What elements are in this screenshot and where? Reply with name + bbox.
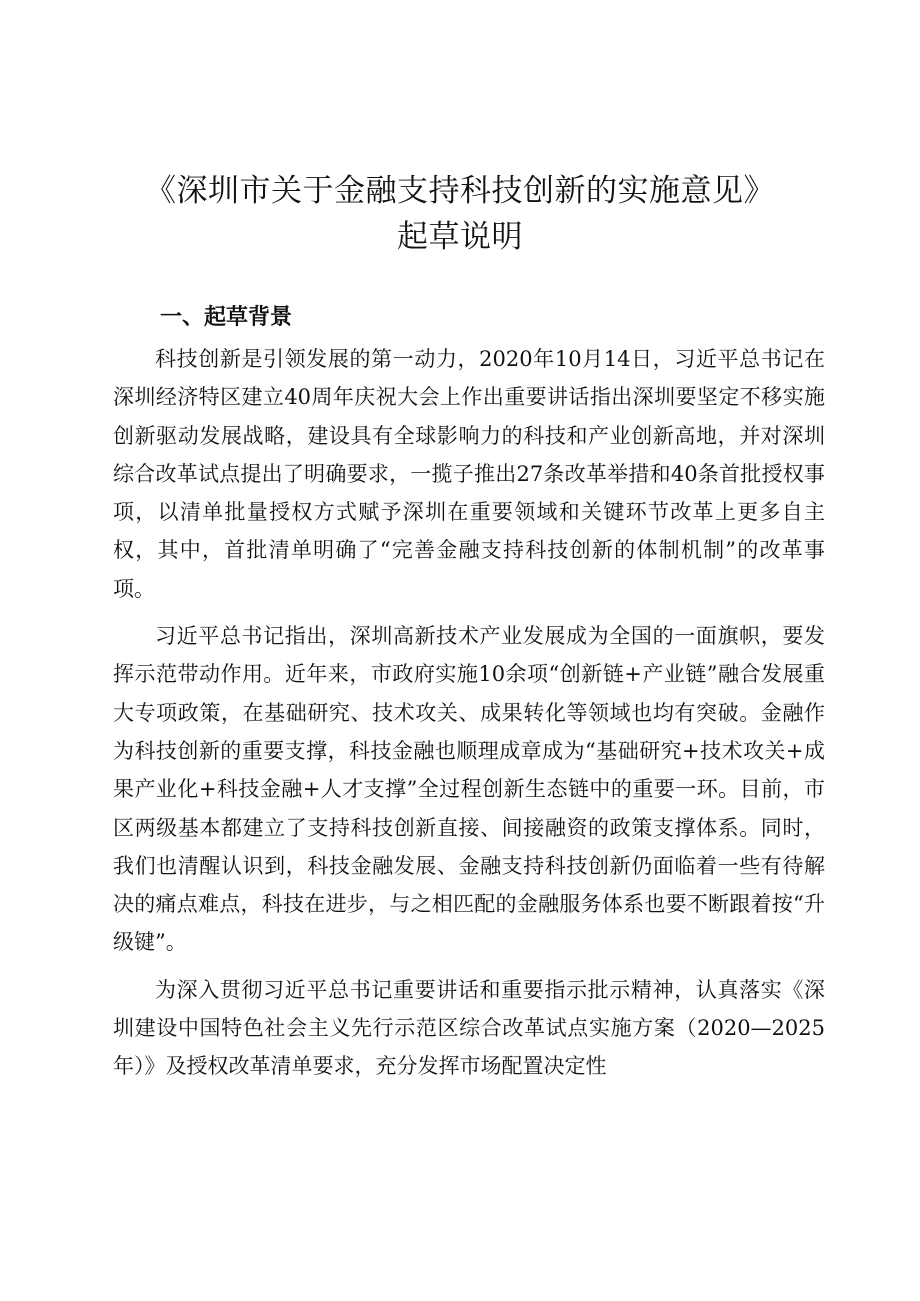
paragraph-3: 为深入贯彻习近平总书记重要讲话和重要指示批示精神，认真落实《深圳建设中国特色社会主义先行示范区综合改革试点实施方案（2020—2025年）》及授权改革清单要求，充分发挥市场配置决定性	[113, 977, 825, 1079]
paragraph-1: 科技创新是引领发展的第一动力，2020年10月14日，习近平总书记在深圳经济特区建立40周年庆祝大会上作出重要讲话指出深圳要坚定不移实施创新驱动发展战略，建设具有全球影响力的科技和产业创新高地，并对深圳综合改革试点提出了明确要求，一揽子推出27条改革举措和40条首批授权事项，以清单批量授权方式赋予深圳在重要领域和关键环节改革上更多自主权，其中，首批清单明确了“完善金融支持科技创新的体制机制”的改革事项。	[113, 347, 825, 601]
title-line-2: 起草说明	[397, 219, 523, 255]
document-title	[0, 168, 920, 260]
paragraph-2: 习近平总书记指出，深圳高新技术产业发展成为全国的一面旗帜，要发挥示范带动作用。近年来，市政府实施10余项“创新链+产业链”融合发展重大专项政策，在基础研究、技术攻关、成果转化等领域也均有突破。金融作为科技创新的重要支撑，科技金融也顺理成章成为“基础研究+技术攻关+成果产业化+科技金融+人才支撑”全过程创新生态链中的重要一环。目前，市区两级基本都建立了支持科技创新直接、间接融资的政策支撑体系。同时，我们也清醒认识到，科技金融发展、金融支持科技创新仍面临着一些有待解决的痛点难点，科技在进步，与之相匹配的金融服务体系也要不断跟着按“升级键”。	[113, 624, 825, 955]
section-heading-background: 一、起草背景	[160, 305, 293, 330]
body-text	[113, 340, 825, 1086]
title-line-1: 《深圳市关于金融支持科技创新的实施意见》	[145, 173, 775, 209]
